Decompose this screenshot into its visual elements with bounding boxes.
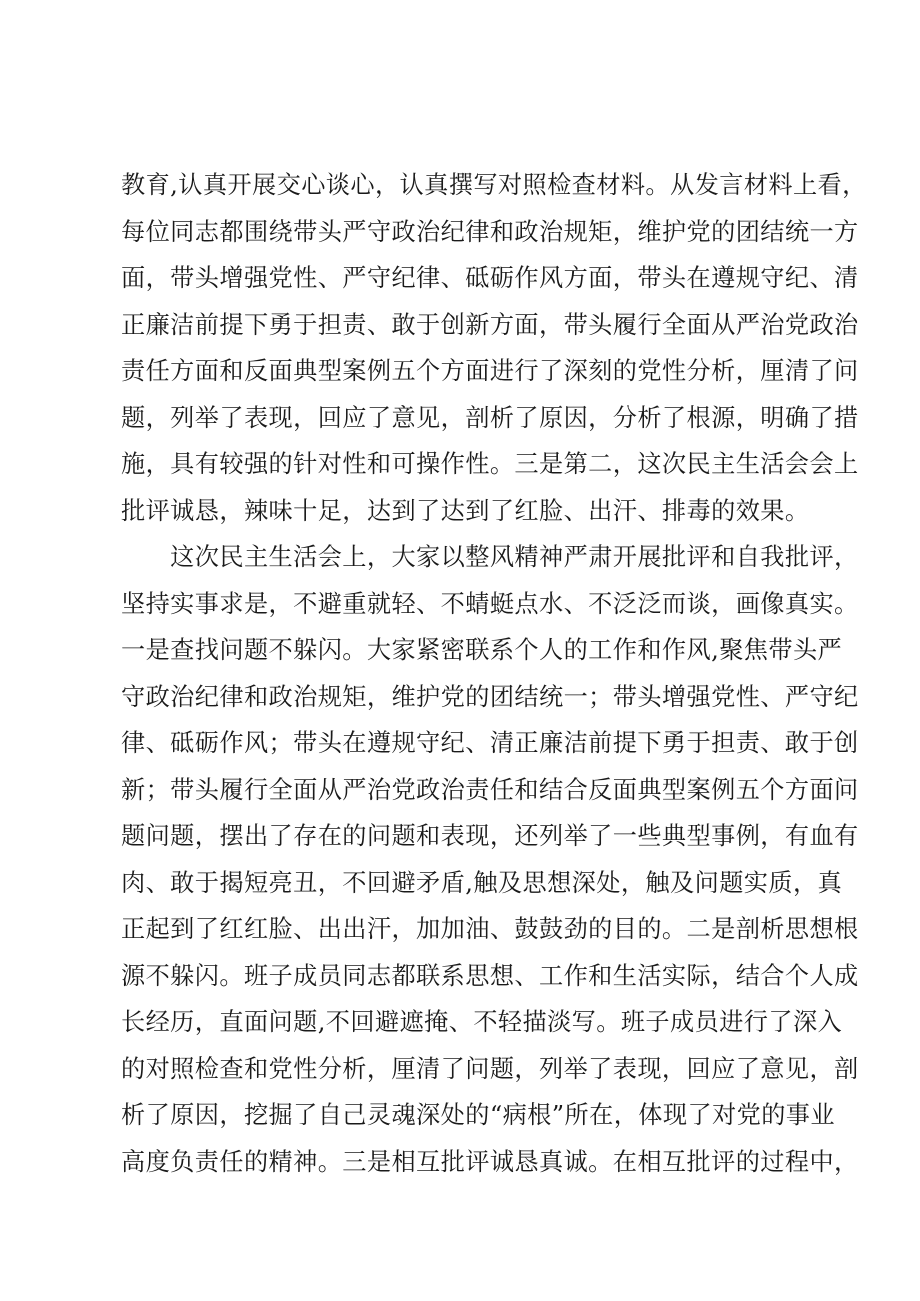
text-line: 每位同志都围绕带头严守政治纪律和政治规矩，维护党的团结统一方: [121, 217, 859, 246]
body-text: [121, 162, 867, 1185]
text-line: 责任方面和反面典型案例五个方面进行了深刻的党性分析，厘清了问: [121, 357, 859, 385]
text-line: 长经历，直面问题,不回避遮掩、不轻描淡写。班子成员进行了深入: [121, 1008, 843, 1036]
text-line: 守政治纪律和政治规矩，维护党的团结统一；带头增强党性、严守纪: [121, 682, 859, 711]
text-line: 律、砥砺作风；带头在遵规守纪、清正廉洁前提下勇于担责、敢于创: [121, 729, 859, 757]
text-line: 肉、敢于揭短亮丑，不回避矛盾,触及思想深处，触及问题实质，真: [121, 868, 843, 897]
text-line: 面，带头增强党性、严守纪律、砥砺作风方面，带头在遵规守纪、清: [121, 264, 859, 292]
text-line: 批评诚恳，辣味十足，达到了达到了红脸、出汗、排毒的效果。: [121, 496, 810, 525]
text-line: 新；带头履行全面从严治党政治责任和结合反面典型案例五个方面问: [121, 775, 859, 804]
text-line: 这次民主生活会上，大家以整风精神严肃开展批评和自我批评，: [121, 543, 859, 571]
text-line: 正起到了红红脸、出出汗，加加油、鼓鼓劲的目的。二是剖析思想根: [121, 915, 859, 943]
text-line: 高度负责任的精神。三是相互批评诚恳真诚。在相互批评的过程中，: [121, 1147, 859, 1176]
text-line: 坚持实事求是，不避重就轻、不蜻蜓点水、不泛泛而谈，画像真实。: [121, 589, 859, 618]
text-line: 施，具有较强的针对性和可操作性。三是第二，这次民主生活会会上: [121, 450, 859, 478]
text-line: 题问题，摆出了存在的问题和表现，还列举了一些典型事例，有血有: [121, 822, 859, 850]
text-line: 正廉洁前提下勇于担责、敢于创新方面，带头履行全面从严治党政治: [121, 310, 859, 339]
text-line: 教育,认真开展交心谈心，认真撰写对照检查材料。从发言材料上看，: [121, 171, 867, 199]
text-line: 一是查找问题不躲闪。大家紧密联系个人的工作和作风,聚焦带头严: [121, 636, 843, 664]
text-line: 析了原因，挖掘了自己灵魂深处的“病根”所在，体现了对党的事业: [121, 1101, 835, 1129]
text-line: 源不躲闪。班子成员同志都联系思想、工作和生活实际，结合个人成: [121, 961, 859, 990]
text-line: 的对照检查和党性分析，厘清了问题，列举了表现，回应了意见，剖: [121, 1054, 859, 1083]
text-line: 题，列举了表现，回应了意见，剖析了原因，分析了根源，明确了措: [121, 403, 859, 432]
